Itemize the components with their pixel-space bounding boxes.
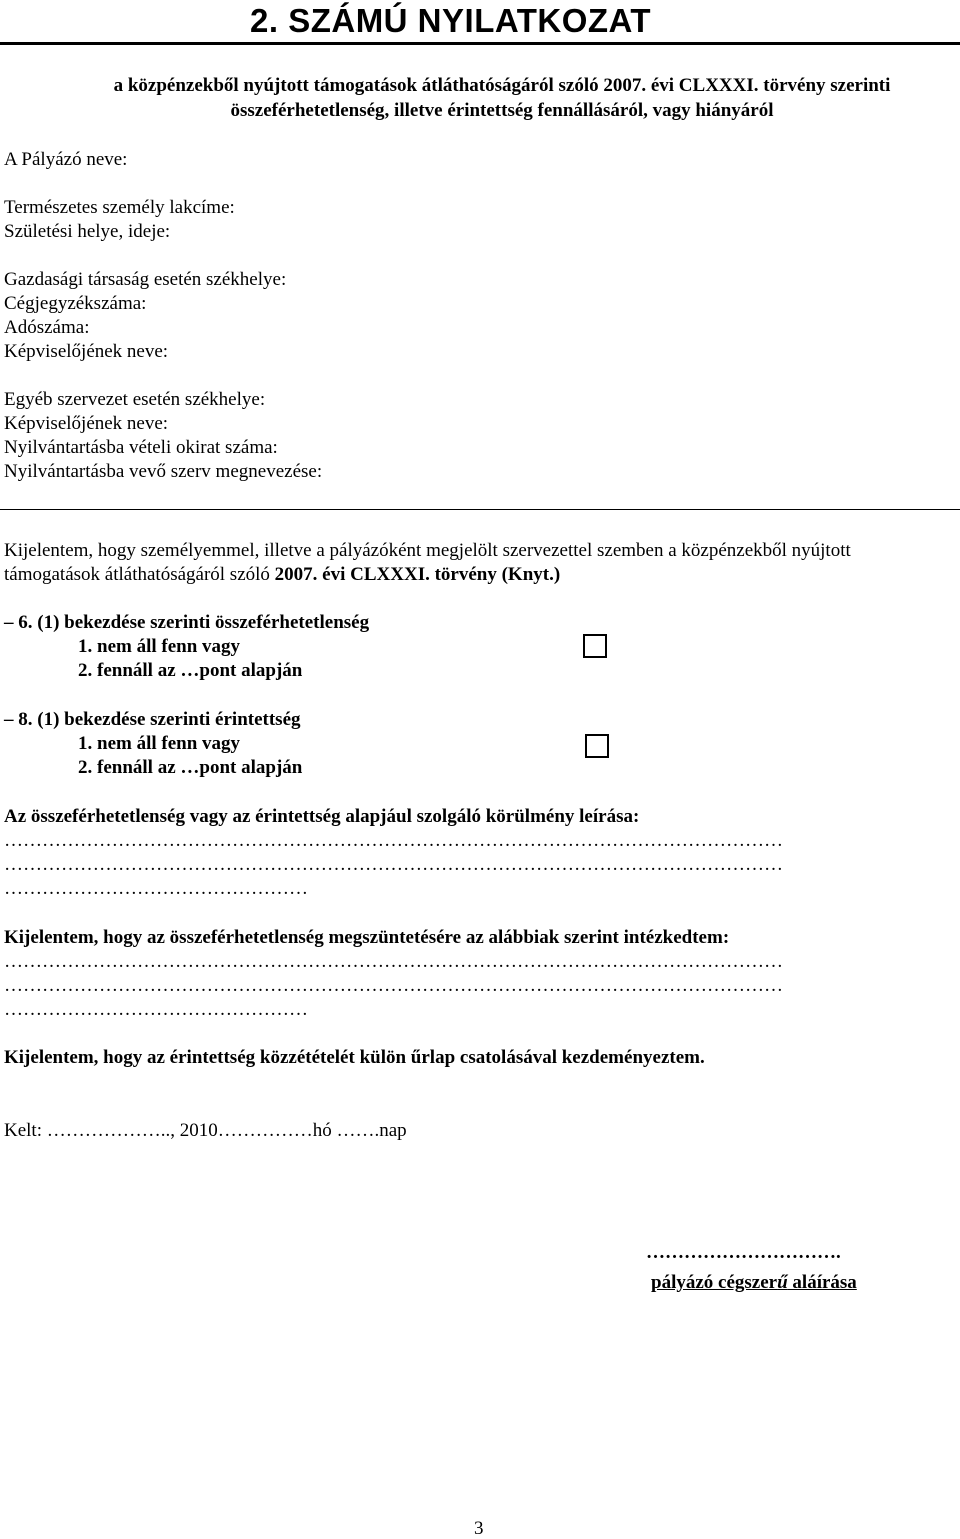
natural-person-address-label: Természetes személy lakcíme: <box>4 197 235 218</box>
section-8-option-1: 1. nem áll fenn vagy <box>78 733 241 754</box>
tax-number-label: Adószáma: <box>4 317 90 338</box>
other-org-representative-label: Képviselőjének neve: <box>4 413 169 434</box>
company-registration-label: Cégjegyzékszáma: <box>4 293 147 314</box>
section-6-option-1: 1. nem áll fenn vagy <box>78 636 241 657</box>
declaration-intro-line-1: Kijelentem, hogy személyemmel, illetve a pályázóként megjelölt szervezettel szemben a közpénzekből nyújtott <box>4 540 851 561</box>
section-8-option-2: 2. fennáll az …pont alapján <box>78 757 303 778</box>
section-6-checkbox[interactable] <box>583 634 607 658</box>
circumstance-dots-1: …………………………………………………………………………………………………………… <box>4 830 783 851</box>
circumstance-dots-2: …………………………………………………………………………………………………………… <box>4 854 783 875</box>
section-8-checkbox[interactable] <box>585 734 609 758</box>
measures-dots-1: …………………………………………………………………………………………………………… <box>4 951 783 972</box>
measures-dots-3: ………………………………………… <box>4 999 308 1020</box>
signature-label <box>651 1273 857 1292</box>
measures-dots-2: …………………………………………………………………………………………………………… <box>4 975 783 996</box>
registry-document-number-label: Nyilvántartásba vételi okirat száma: <box>4 437 278 458</box>
measures-label: Kijelentem, hogy az összeférhetetlenség megszüntetésére az alábbiak szerint intézkedtem: <box>4 927 730 948</box>
registering-body-label: Nyilvántartásba vevő szerv megnevezése: <box>4 461 323 482</box>
signature-label-part-1: pályázó cégszer <box>651 1272 778 1293</box>
signature-label-part-2: aláírása <box>787 1272 857 1293</box>
publication-statement: Kijelentem, hogy az érintettség közzétételét külön űrlap csatolásával kezdeményeztem. <box>4 1047 705 1068</box>
intro-law-reference: 2007. évi CLXXXI. törvény (Knyt.) <box>274 564 561 585</box>
circumstance-label: Az összeférhetetlenség vagy az érintettség alapjául szolgáló körülmény leírása: <box>4 806 640 827</box>
subtitle-line-2: összeférhetetlenség, illetve érintettség fennállásáról, vagy hiányáról <box>230 100 774 121</box>
birth-place-date-label: Születési helye, ideje: <box>4 221 171 242</box>
section-6-heading: – 6. (1) bekezdése szerinti összeférhetetlenség <box>4 612 370 633</box>
section-6-option-2: 2. fennáll az …pont alapján <box>78 660 303 681</box>
signature-dots: …………………………. <box>646 1242 841 1263</box>
date-line: Kelt: ……………….., 2010……………hó …….nap <box>4 1120 407 1141</box>
circumstance-dots-3: ………………………………………… <box>4 878 308 899</box>
applicant-name-label: A Pályázó neve: <box>4 149 128 170</box>
title-rule <box>0 42 960 45</box>
declaration-intro-line-2 <box>4 565 560 584</box>
subtitle-line-1: a közpénzekből nyújtott támogatások átláthatóságáról szóló 2007. évi CLXXXI. törvény szerinti <box>113 75 891 96</box>
intro-normal-text: támogatások átláthatóságáról szóló <box>4 564 275 585</box>
other-org-seat-label: Egyéb szervezet esetén székhelye: <box>4 389 266 410</box>
signature-label-italic: ű <box>777 1272 788 1293</box>
page-title: 2. SZÁMÚ NYILATKOZAT <box>250 2 652 39</box>
page-number: 3 <box>474 1518 484 1539</box>
company-representative-label: Képviselőjének neve: <box>4 341 169 362</box>
section-8-heading: – 8. (1) bekezdése szerinti érintettség <box>4 709 301 730</box>
section-rule <box>0 509 960 510</box>
company-seat-label: Gazdasági társaság esetén székhelye: <box>4 269 287 290</box>
